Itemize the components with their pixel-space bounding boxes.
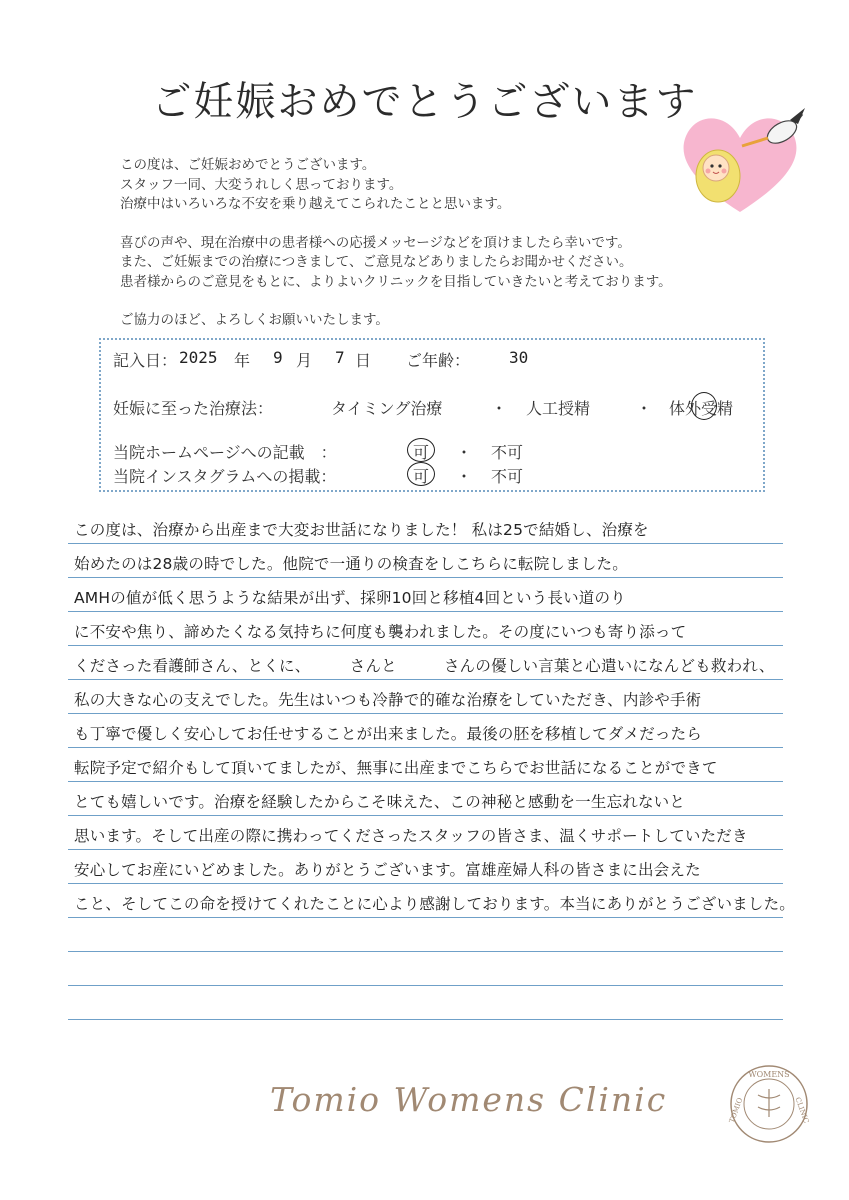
date-month-value: 9 <box>273 348 283 367</box>
hp-label: 当院ホームページへの記載 ： <box>113 443 337 462</box>
insta-row <box>113 464 336 487</box>
selected-circle-mark <box>691 392 717 420</box>
selected-circle-mark <box>407 462 435 486</box>
message-line <box>68 510 783 544</box>
message-text: 私の大きな心の支えでした。先生はいつも冷静で的確な治療をしていただき、内診や手術 <box>74 691 702 709</box>
message-line <box>68 544 783 578</box>
message-text: この度は、治療から出産まで大変お世話になりました！ 私は25で結婚し、治療を <box>74 521 649 539</box>
seal-top-text: WOMENS <box>748 1070 790 1079</box>
intro-line: 治療中はいろいろな不安を乗り越えてこられたことと思います。 <box>120 196 511 212</box>
message-text: に不安や焦り、諦めたくなる気持ちに何度も襲われました。その度にいつも寄り添って <box>74 623 687 641</box>
day-unit: 日 <box>355 351 372 370</box>
treatment-option-timing: タイミング治療 <box>331 399 443 418</box>
seal-right-text: CLINIC <box>793 1096 810 1125</box>
age-label: ご年齢： <box>406 351 471 370</box>
form-box <box>99 338 765 492</box>
message-text: くださった看護師さん、とくに、 さんと さんの優しい言葉と心遣いになんども救われ、 <box>74 657 775 675</box>
message-line <box>68 850 783 884</box>
message-line <box>68 612 783 646</box>
message-line <box>68 714 783 748</box>
message-text: とても嬉しいです。治療を経験したからこそ味えた、この神秘と感動を一生忘れないと <box>74 793 686 811</box>
message-line <box>68 646 783 680</box>
hp-no-option: 不可 <box>491 443 524 462</box>
year-unit: 年 <box>234 351 251 370</box>
insta-yes-option: 可 <box>413 467 430 486</box>
date-year-value: 2025 <box>179 348 218 367</box>
message-line <box>68 884 795 918</box>
hp-separator: ・ <box>456 443 473 462</box>
message-line <box>68 952 783 986</box>
message-text: 思います。そして出産の際に携わってくださったスタッフの皆さま、温くサポートしていただき <box>74 827 748 845</box>
seal-left-text: TOMIO <box>728 1096 745 1124</box>
date-row <box>113 348 177 371</box>
intro-line: ご協力のほど、よろしくお願いいたします。 <box>120 312 389 328</box>
intro-line: この度は、ご妊娠おめでとうございます。 <box>120 157 376 173</box>
date-label: 記入日： <box>113 351 178 370</box>
message-text: 安心してお産にいどめました。ありがとうございます。富雄産婦人科の皆さまに出会えた <box>74 861 701 879</box>
message-text: も丁寧で優しく安心してお任せすることが出来ました。最後の胚を移植してダメだったら <box>74 725 703 743</box>
message-text: 始めたのは28歳の時でした。他院で一通りの検査をしこちらに転院しました。 <box>74 555 628 573</box>
message-line <box>68 680 783 714</box>
month-unit: 月 <box>296 351 313 370</box>
page-title: ご妊娠おめでとうございます <box>151 79 698 125</box>
intro-text <box>120 156 760 331</box>
message-line <box>68 782 783 816</box>
message-text: AMHの値が低く思うような結果が出ず、採卵10回と移植4回という長い道のり <box>74 589 626 607</box>
intro-line: 喜びの声や、現在治療中の患者様への応援メッセージなどを頂けましたら幸いです。 <box>120 234 631 251</box>
treatment-option-ivf: 体外受精 <box>669 399 734 418</box>
message-line <box>68 986 783 1020</box>
date-day-value: 7 <box>335 348 345 367</box>
insta-separator: ・ <box>456 467 473 486</box>
treatment-option-ai: 人工授精 <box>526 399 591 418</box>
treatment-separator: ・ <box>636 399 653 418</box>
message-line <box>68 918 783 952</box>
selected-circle-mark <box>407 438 435 462</box>
clinic-logo-text: Tomio Womens Clinic <box>270 1080 668 1119</box>
age-value: 30 <box>509 348 529 367</box>
message-line <box>68 748 783 782</box>
hp-yes-option: 可 <box>413 443 430 462</box>
intro-line: また、ご妊娠までの治療につきまして、ご意見などありましたらお聞かせください。 <box>120 254 633 270</box>
hp-row <box>113 440 337 463</box>
intro-line: 患者様からのご意見をもとに、よりよいクリニックを目指していきたいと考えております。 <box>120 273 672 290</box>
insta-no-option: 不可 <box>491 467 524 486</box>
treatment-separator: ・ <box>491 399 508 418</box>
intro-line: スタッフ一同、大変うれしく思っております。 <box>120 176 403 193</box>
message-text: 転院予定で紹介もして頂いてましたが、無事に出産までこちらでお世話になることができて <box>74 759 718 777</box>
message-line <box>68 816 783 850</box>
message-line <box>68 578 783 612</box>
treatment-row <box>113 396 273 419</box>
treatment-label: 妊娠に至った治療法： <box>113 399 274 418</box>
clinic-seal-logo <box>728 1063 810 1145</box>
message-text: こと、そしてこの命を授けてくれたことに心より感謝しております。本当にありがとうございました。 <box>74 895 795 913</box>
insta-label: 当院インスタグラムへの掲載： <box>113 467 337 486</box>
